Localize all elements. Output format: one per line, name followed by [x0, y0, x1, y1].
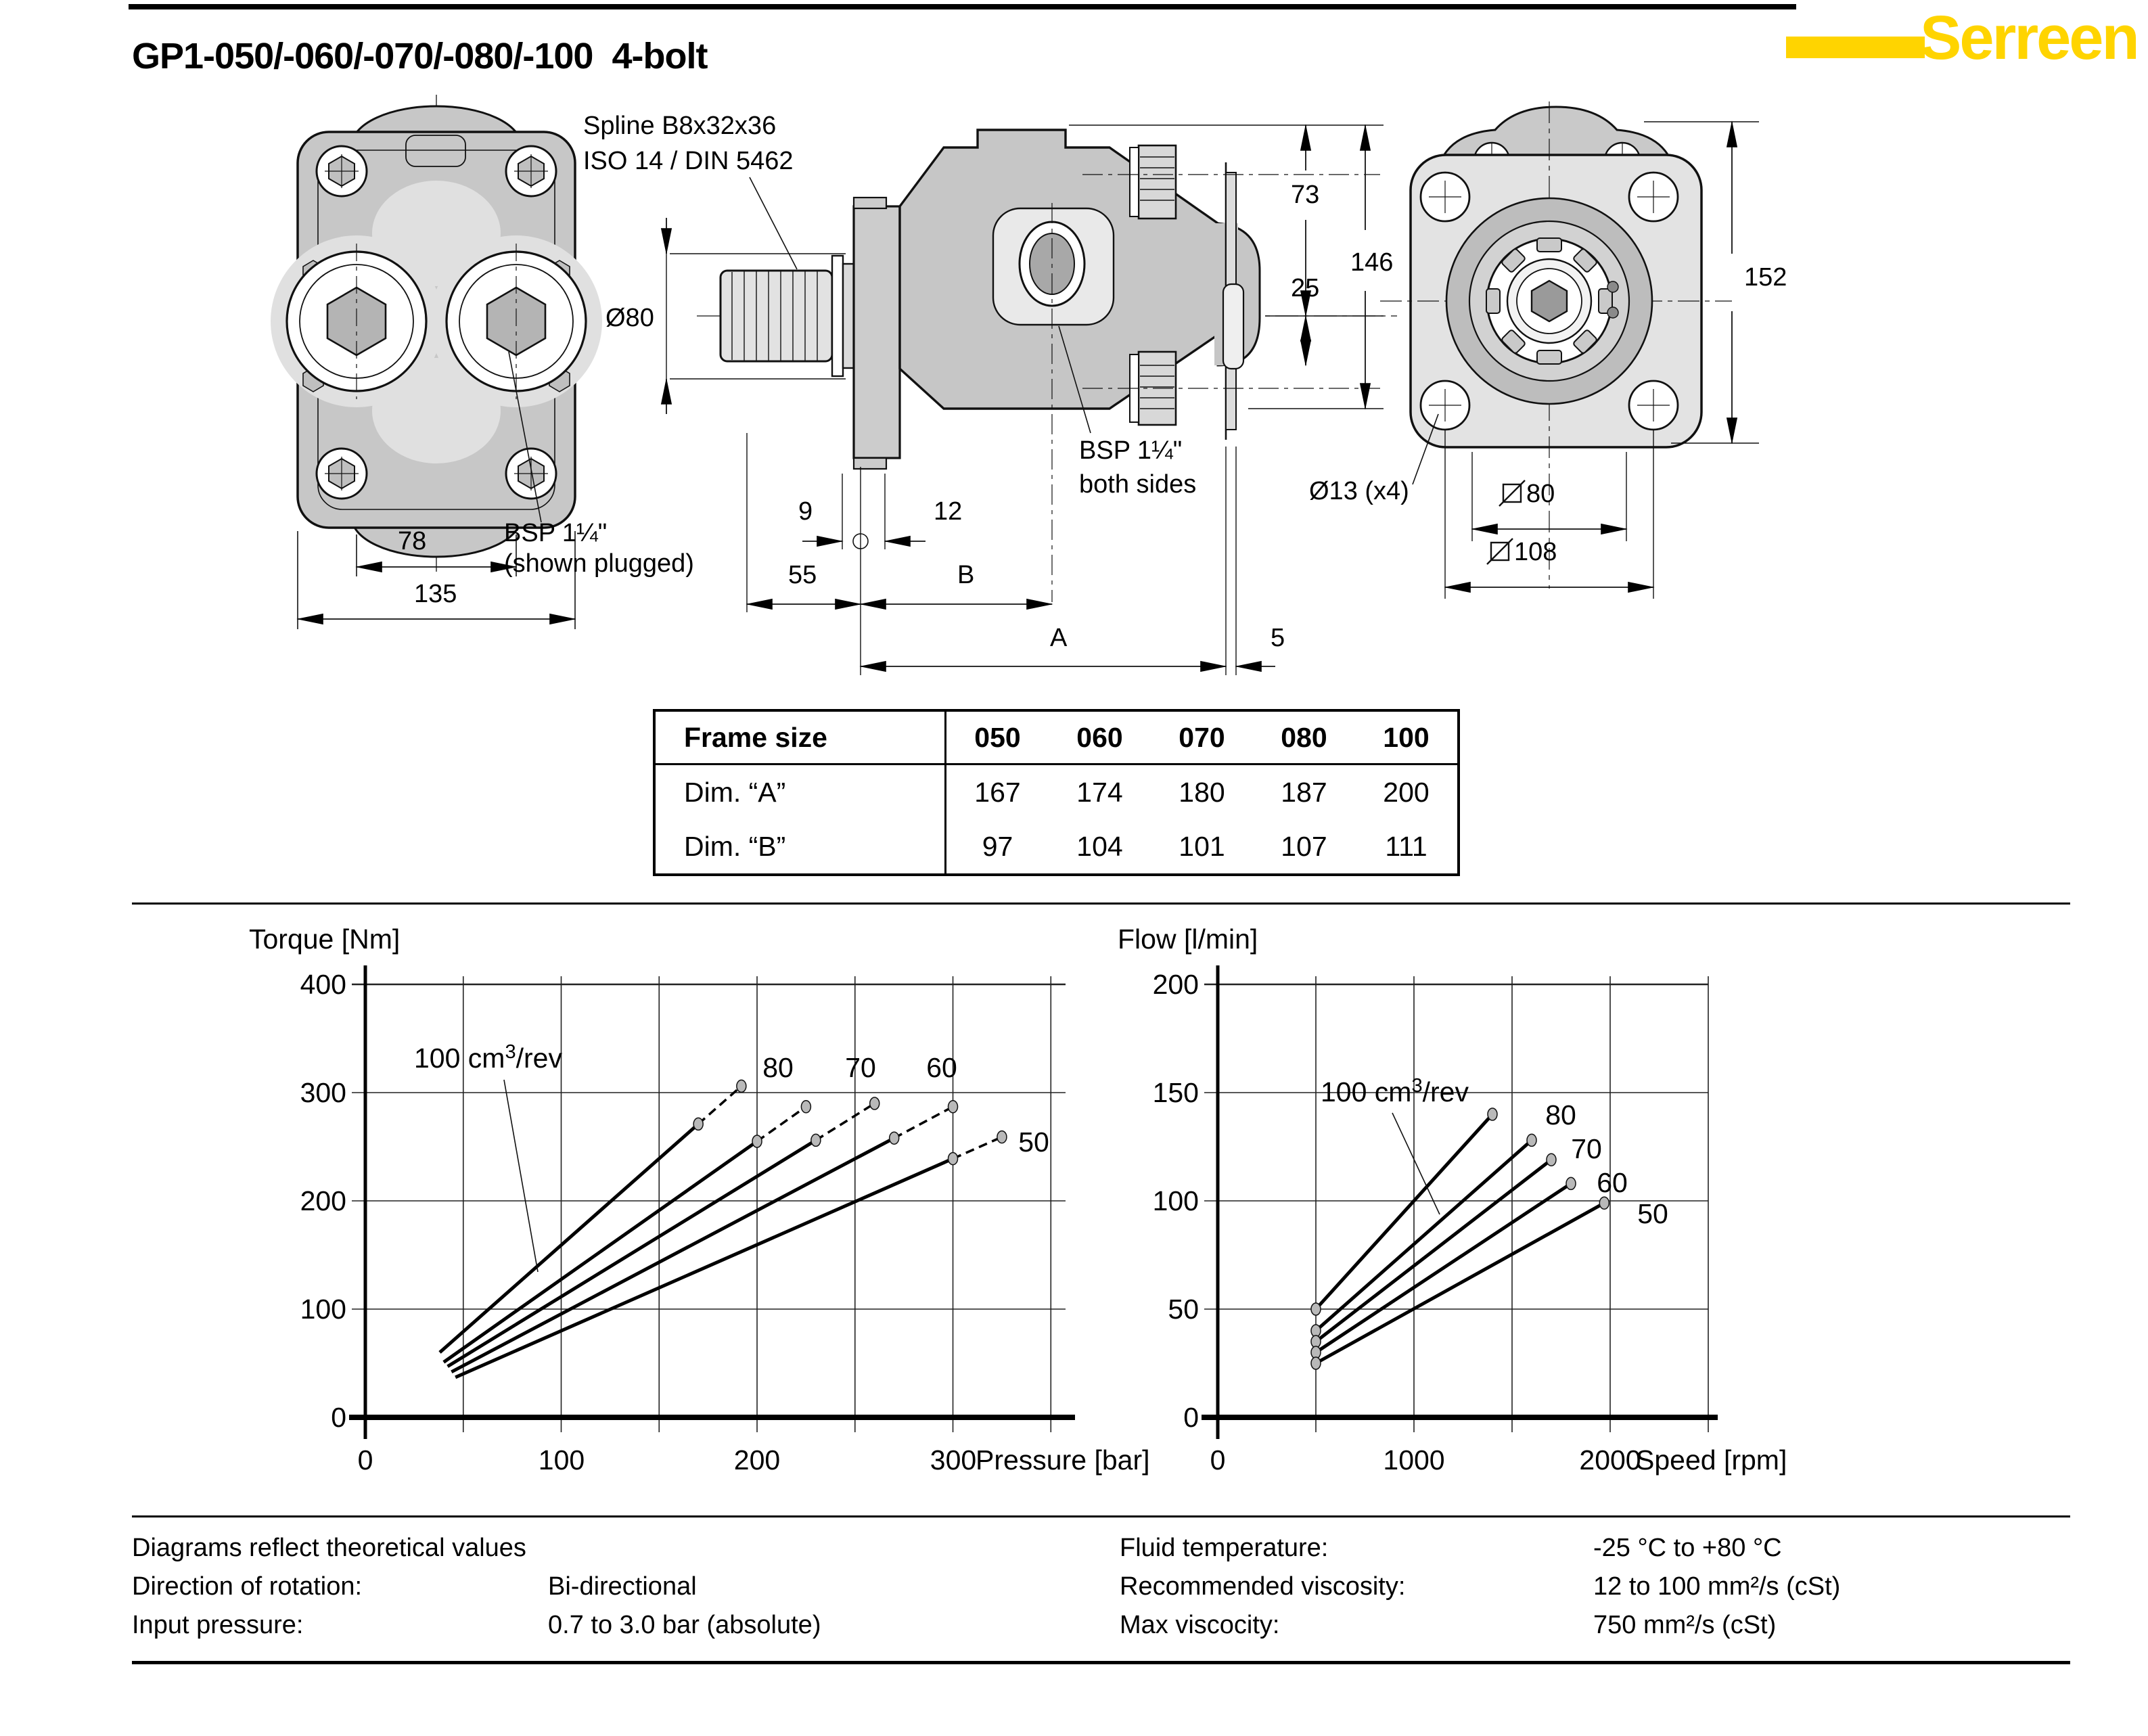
side-dim-55: 55 — [788, 561, 817, 589]
svg-text:200: 200 — [733, 1444, 781, 1476]
side-dim-9: 9 — [798, 497, 813, 526]
front-dim-78: 78 — [398, 527, 427, 555]
spline-label-2: ISO 14 / DIN 5462 — [583, 147, 794, 175]
svg-text:200: 200 — [1152, 969, 1199, 1000]
front-bsp-label-2: (shown plugged) — [504, 549, 694, 578]
rear-dim-sq108: 108 — [1514, 538, 1557, 566]
torque-x-axis-label: Pressure [bar] — [976, 1444, 1150, 1476]
side-bsp-label-1: BSP 1¼" — [1079, 436, 1183, 465]
spec-input-value: 0.7 to 3.0 bar (absolute) — [548, 1611, 821, 1639]
spec-note: Diagrams reflect theoretical values — [132, 1534, 526, 1562]
spec-rotation-label: Direction of rotation: — [132, 1572, 363, 1601]
side-dim-146: 146 — [1350, 248, 1394, 277]
table-row — [654, 764, 1459, 820]
torque-vol-label: 100 $cm^3$/rev — [414, 1041, 562, 1074]
svg-text:70: 70 — [845, 1052, 876, 1083]
torque-vol-leader — [504, 1080, 538, 1272]
torque-x-ticks — [358, 1444, 977, 1476]
table-header-row — [654, 710, 1459, 764]
rear-view-drawing — [1380, 101, 1759, 599]
dim-a-100: 200 — [1383, 776, 1430, 808]
dim-b-050: 97 — [982, 830, 1013, 862]
svg-text:50: 50 — [1168, 1294, 1199, 1325]
svg-text:1000: 1000 — [1383, 1444, 1445, 1476]
rear-dim-sq80: 80 — [1526, 480, 1555, 508]
side-bsp-label-2: both sides — [1079, 470, 1197, 499]
torque-chart-title: Torque [Nm] — [249, 923, 401, 955]
svg-text:100: 100 — [300, 1294, 346, 1325]
spec-maxvisc-value: 750 mm²/s (cSt) — [1593, 1611, 1777, 1639]
svg-text:100: 100 — [1152, 1185, 1199, 1216]
svg-text:400: 400 — [300, 969, 346, 1000]
spec-input-label: Input pressure: — [132, 1611, 304, 1639]
svg-text:50: 50 — [1018, 1126, 1049, 1158]
spec-viscosity-label: Recommended viscosity: — [1120, 1572, 1406, 1601]
technical-drawings — [0, 0, 2148, 697]
table-col-080: 080 — [1253, 710, 1355, 764]
flow-x-ticks — [1210, 1444, 1641, 1476]
spec-rotation-value: Bi-directional — [548, 1572, 697, 1601]
torque-y-ticks — [300, 969, 346, 1433]
performance-charts — [0, 900, 2148, 1515]
row-label-dim-b: Dim. “B” — [654, 819, 946, 875]
dim-b-100: 111 — [1385, 830, 1427, 862]
flow-series-labels — [1545, 1099, 1668, 1229]
side-dim-25: 25 — [1291, 274, 1320, 302]
spec-fluid-value: -25 °C to +80 °C — [1593, 1534, 1782, 1562]
side-view-drawing — [666, 125, 1397, 675]
spec-fluid-label: Fluid temperature: — [1120, 1534, 1329, 1562]
svg-text:60: 60 — [926, 1052, 957, 1083]
front-dim-135: 135 — [414, 580, 457, 608]
rear-dim-dia13: Ø13 (x4) — [1309, 477, 1409, 505]
dim-a-060: 174 — [1076, 776, 1123, 808]
front-bsp-label-1: BSP 1¼" — [504, 519, 608, 547]
section-rule-bottom — [132, 1515, 2070, 1517]
svg-text:50: 50 — [1637, 1198, 1668, 1229]
page-title: GP1-050/-060/-070/-080/-100 4-bolt — [132, 36, 708, 76]
svg-text:150: 150 — [1152, 1077, 1199, 1108]
spec-maxvisc-label: Max viscocity: — [1120, 1611, 1280, 1639]
svg-text:70: 70 — [1571, 1133, 1602, 1164]
torque-chart — [349, 965, 1075, 1439]
flow-x-axis-label: Speed [rpm] — [1636, 1444, 1787, 1476]
dim-a-050: 167 — [974, 776, 1021, 808]
svg-text:0: 0 — [331, 1402, 346, 1433]
side-dim-a: A — [1050, 624, 1068, 652]
dim-b-060: 104 — [1076, 830, 1123, 862]
svg-text:0: 0 — [1183, 1402, 1199, 1433]
spline-label-1: Spline B8x32x36 — [583, 112, 777, 140]
side-dim-b: B — [957, 561, 975, 589]
table-col-070: 070 — [1151, 710, 1253, 764]
spec-viscosity-value: 12 to 100 mm²/s (cSt) — [1593, 1572, 1841, 1601]
side-dim-5: 5 — [1271, 624, 1285, 652]
side-dim-12: 12 — [934, 497, 963, 526]
table-row — [654, 819, 1459, 875]
svg-text:100: 100 — [538, 1444, 585, 1476]
svg-text:80: 80 — [762, 1052, 794, 1083]
side-dim-dia80: Ø80 — [605, 304, 654, 332]
table-col-050: 050 — [946, 710, 1049, 764]
rear-dim-152: 152 — [1744, 263, 1787, 292]
frame-size-table — [653, 709, 1460, 876]
row-label-dim-a: Dim. “A” — [654, 764, 946, 820]
table-col-060: 060 — [1049, 710, 1151, 764]
logo-text: Serreen — [1920, 3, 2138, 72]
table-col-100: 100 — [1355, 710, 1459, 764]
flow-chart-title: Flow [l/min] — [1118, 923, 1258, 955]
flow-vol-label: 100 $cm^3$/rev — [1321, 1075, 1469, 1107]
side-dim-73: 73 — [1291, 181, 1320, 209]
svg-text:200: 200 — [300, 1185, 346, 1216]
svg-text:2000: 2000 — [1579, 1444, 1641, 1476]
dim-b-080: 107 — [1281, 830, 1327, 862]
svg-text:60: 60 — [1597, 1167, 1628, 1198]
flow-y-ticks — [1153, 969, 1199, 1433]
svg-text:300: 300 — [300, 1077, 346, 1108]
dim-b-070: 101 — [1179, 830, 1225, 862]
svg-text:300: 300 — [930, 1444, 977, 1476]
svg-text:0: 0 — [357, 1444, 373, 1476]
dim-a-070: 180 — [1179, 776, 1225, 808]
table-header-frame-size: Frame size — [654, 710, 946, 764]
dim-a-080: 187 — [1281, 776, 1327, 808]
page-bottom-rule — [132, 1661, 2070, 1664]
svg-text:0: 0 — [1210, 1444, 1226, 1476]
svg-text:80: 80 — [1545, 1099, 1576, 1130]
